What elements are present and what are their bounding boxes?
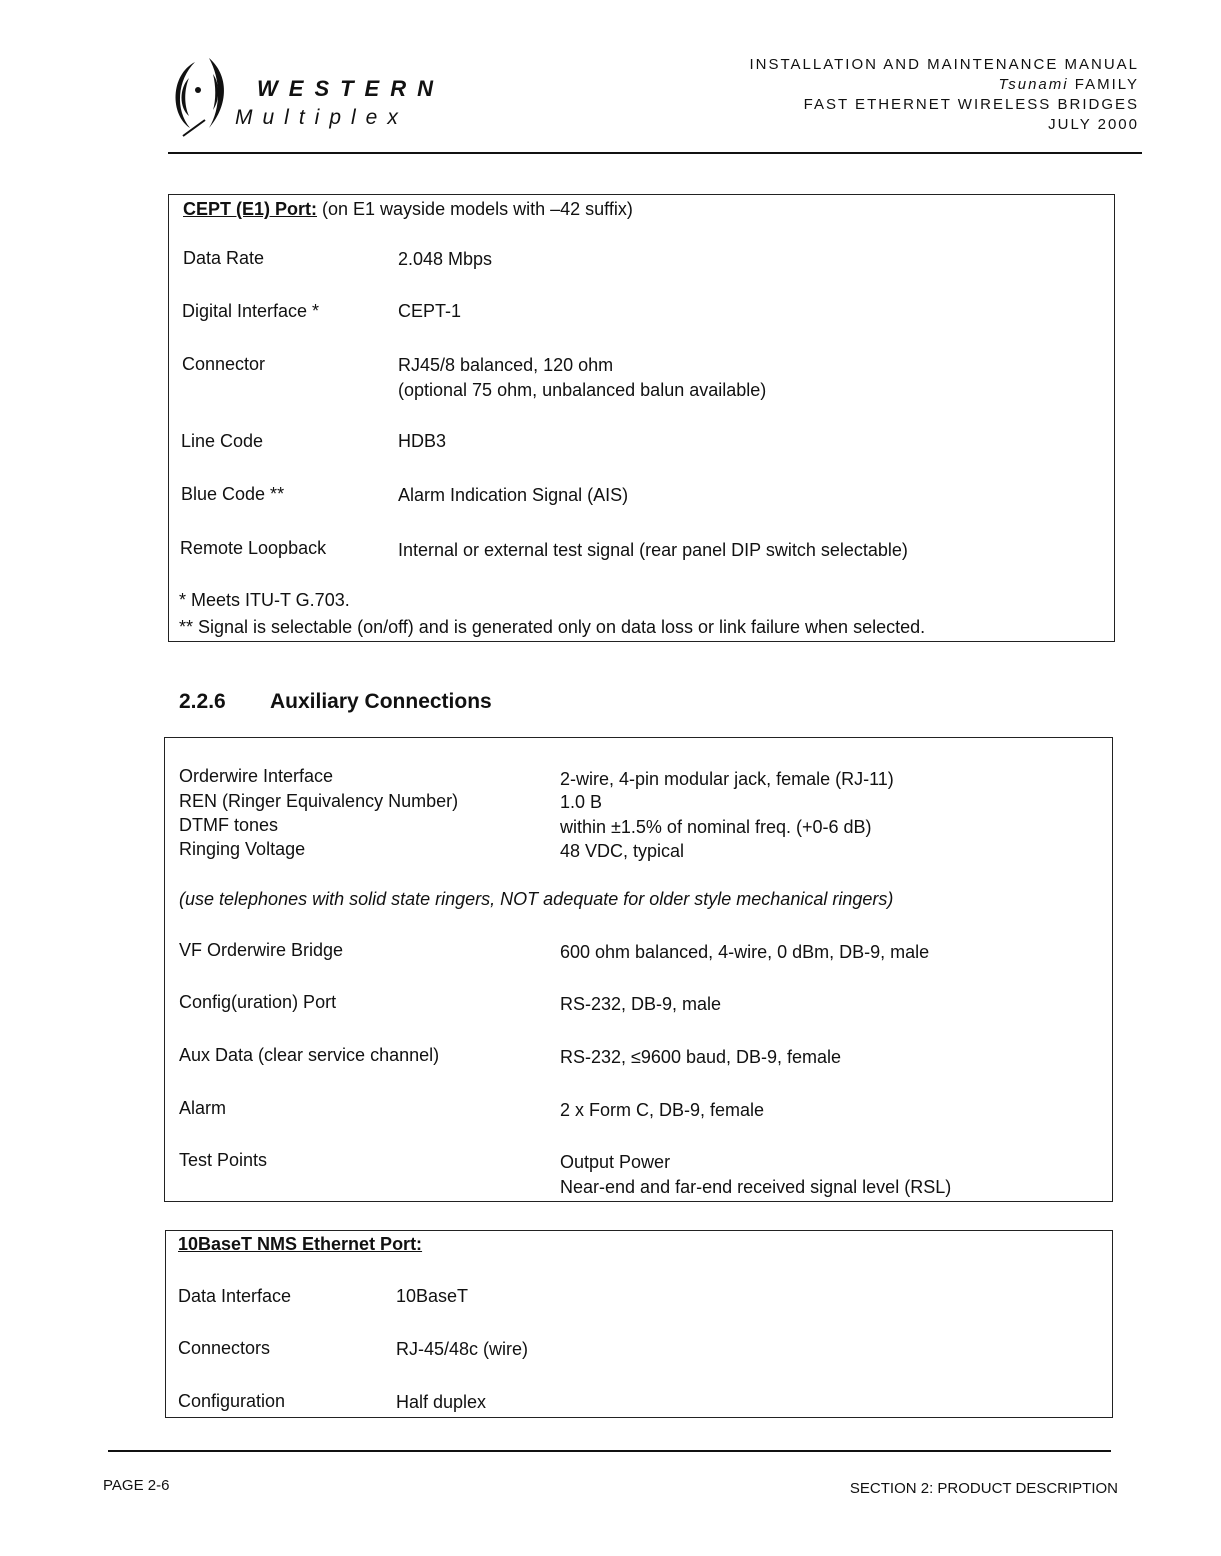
spec-value: RJ-45/48c (wire) xyxy=(396,1339,529,1359)
logo-mark-icon xyxy=(165,50,245,140)
spec-label: Orderwire Interface xyxy=(179,766,334,786)
product-line: FAST ETHERNET WIRELESS BRIDGES xyxy=(803,96,1139,113)
product-family xyxy=(750,75,1140,95)
spec-label: Alarm xyxy=(179,1098,227,1118)
footnote: ** Signal is selectable (on/off) and is generated only on data loss or link failure when selected. xyxy=(179,617,926,637)
spec-value: HDB3 xyxy=(398,431,447,451)
cept-subtitle: (on E1 wayside models with –42 suffix) xyxy=(317,199,633,219)
ringer-note: (use telephones with solid state ringers, NOT adequate for older style mechanical ringers) xyxy=(179,889,894,909)
spec-value: 2-wire, 4-pin modular jack, female (RJ-11) xyxy=(560,769,894,789)
family-name: Tsunami xyxy=(998,76,1069,93)
spec-label: Data Interface xyxy=(178,1286,292,1306)
nms-ethernet-port-box xyxy=(165,1230,1113,1418)
spec-label: Config(uration) Port xyxy=(179,992,337,1012)
spec-value-continued: (optional 75 ohm, unbalanced balun available) xyxy=(398,380,767,400)
spec-value: RS-232, ≤9600 baud, DB-9, female xyxy=(560,1047,842,1067)
section-title: Auxiliary Connections xyxy=(270,690,492,713)
manual-title: INSTALLATION AND MAINTENANCE MANUAL xyxy=(749,56,1139,73)
spec-value: 600 ohm balanced, 4-wire, 0 dBm, DB-9, male xyxy=(560,942,930,962)
spec-value-continued: Near-end and far-end received signal level (RSL) xyxy=(560,1177,952,1197)
spec-label: DTMF tones xyxy=(179,815,279,835)
cept-port-spec-box xyxy=(168,194,1115,642)
footer-rule xyxy=(108,1450,1111,1452)
spec-label: Test Points xyxy=(179,1150,268,1170)
page-number: PAGE 2-6 xyxy=(103,1477,170,1494)
header-rule xyxy=(168,152,1142,154)
spec-value: 48 VDC, typical xyxy=(560,841,685,861)
cept-heading xyxy=(183,197,633,221)
spec-value: Output Power xyxy=(560,1152,671,1172)
spec-label: Aux Data (clear service channel) xyxy=(179,1045,440,1065)
spec-label: Data Rate xyxy=(183,248,265,268)
footnote: * Meets ITU-T G.703. xyxy=(179,590,350,610)
spec-value: Internal or external test signal (rear panel DIP switch selectable) xyxy=(398,540,908,560)
brand-subname: Multiplex xyxy=(235,106,408,129)
company-logo xyxy=(165,50,455,140)
spec-value: 2.048 Mbps xyxy=(398,249,493,269)
nms-title: 10BaseT NMS Ethernet Port: xyxy=(178,1234,423,1254)
spec-value: CEPT-1 xyxy=(398,301,462,321)
spec-label: Blue Code ** xyxy=(181,484,285,504)
document-date: JULY 2000 xyxy=(1048,116,1139,133)
spec-value: RS-232, DB-9, male xyxy=(560,994,722,1014)
spec-label: REN (Ringer Equivalency Number) xyxy=(179,791,459,811)
spec-label: Connectors xyxy=(178,1338,271,1358)
section-number: 2.2.6 xyxy=(179,690,226,713)
spec-label: Remote Loopback xyxy=(180,538,327,558)
spec-value: Alarm Indication Signal (AIS) xyxy=(398,485,629,505)
brand-name: WESTERN xyxy=(257,76,444,101)
spec-label: Line Code xyxy=(181,431,264,451)
section-footer: SECTION 2: PRODUCT DESCRIPTION xyxy=(849,1480,1118,1497)
spec-value: 2 x Form C, DB-9, female xyxy=(560,1100,765,1120)
spec-value: within ±1.5% of nominal freq. (+0-6 dB) xyxy=(560,817,872,837)
spec-label: Connector xyxy=(182,354,266,374)
spec-value: RJ45/8 balanced, 120 ohm xyxy=(398,355,614,375)
auxiliary-connections-box xyxy=(164,737,1113,1202)
family-label: FAMILY xyxy=(1074,76,1139,93)
spec-value: Half duplex xyxy=(396,1392,487,1412)
spec-label: VF Orderwire Bridge xyxy=(179,940,344,960)
spec-label: Ringing Voltage xyxy=(179,839,306,859)
cept-title: CEPT (E1) Port: xyxy=(183,199,318,219)
spec-label: Digital Interface * xyxy=(182,301,320,321)
spec-value: 1.0 B xyxy=(560,792,603,812)
spec-label: Configuration xyxy=(178,1391,286,1411)
spec-value: 10BaseT xyxy=(396,1286,469,1306)
document-header xyxy=(750,55,1140,135)
